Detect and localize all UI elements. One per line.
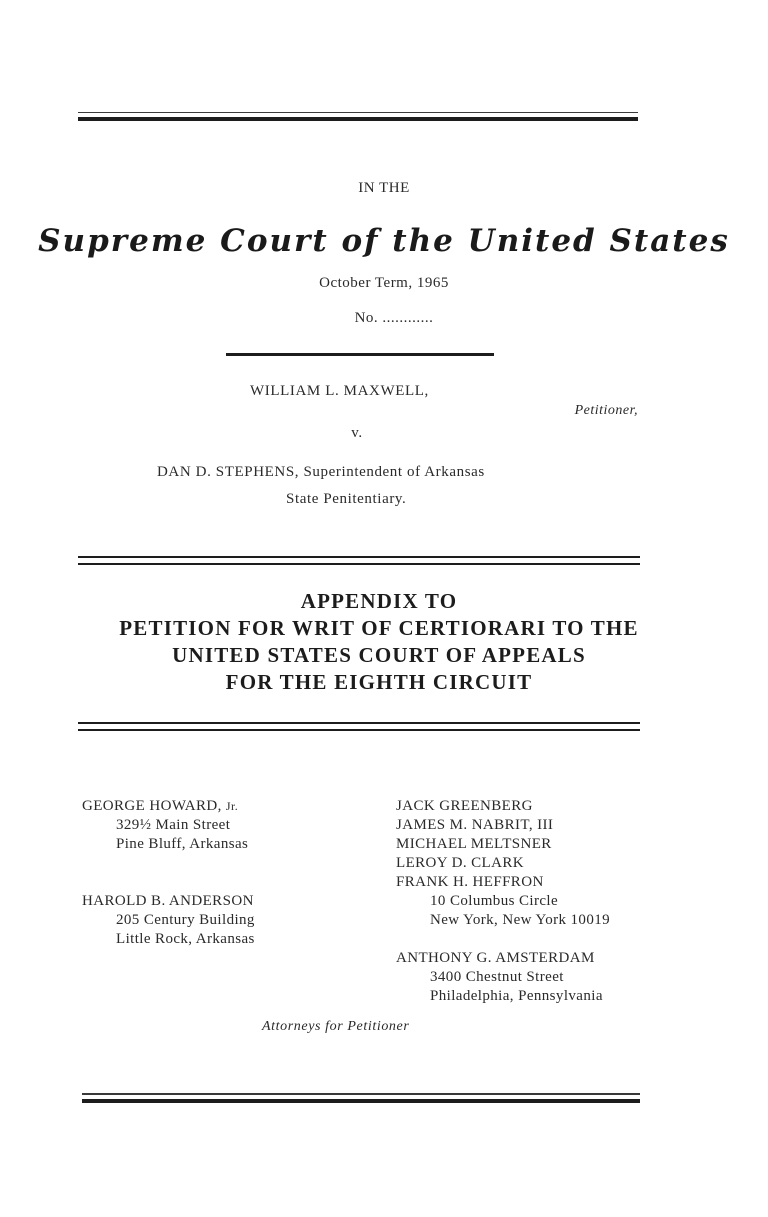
in-the-heading: IN THE: [358, 180, 410, 196]
counsel-name: LEROY D. CLARK: [396, 855, 524, 871]
counsel-address-line: 205 Century Building: [116, 912, 255, 928]
versus: v.: [351, 425, 363, 441]
appendix-rule-top-b: [78, 563, 640, 565]
petitioner-role: Petitioner,: [574, 403, 638, 418]
counsel-address-line: New York, New York 10019: [430, 912, 611, 928]
counsel-name: ANTHONY G. AMSTERDAM: [396, 950, 595, 966]
counsel-name: JACK GREENBERG: [396, 798, 533, 814]
counsel-left-1: [82, 797, 248, 854]
petitioner-name: WILLIAM L. MAXWELL,: [250, 383, 429, 399]
case-number: No. ............: [354, 310, 434, 326]
counsel-name: MICHAEL MELTSNER: [396, 836, 552, 852]
counsel-name: GEORGE HOWARD, Jr.: [82, 798, 239, 814]
court-title: Supreme Court of the United States: [38, 223, 730, 259]
bottom-rule-thick: [82, 1099, 640, 1103]
counsel-address-line: 329½ Main Street: [116, 817, 231, 833]
appendix-title-line-4: FOR THE EIGHTH CIRCUIT: [225, 670, 533, 694]
bottom-rule-thin: [82, 1093, 640, 1095]
counsel-left-2: [82, 892, 255, 949]
counsel-name: JAMES M. NABRIT, III: [396, 817, 554, 833]
top-rule-thin: [78, 112, 638, 113]
counsel-right-group: [396, 797, 610, 930]
counsel-right-amsterdam: [396, 949, 603, 1006]
counsel-address-line: 10 Columbus Circle: [430, 893, 559, 909]
caption-rule: [226, 353, 494, 356]
top-rule-thick: [78, 117, 638, 121]
counsel-address-line: 3400 Chestnut Street: [430, 969, 564, 985]
term-line: October Term, 1965: [319, 275, 449, 291]
appendix-title-line-2: PETITION FOR WRIT OF CERTIORARI TO THE: [119, 616, 639, 640]
appendix-rule-top-a: [78, 556, 640, 558]
counsel-address-line: Little Rock, Arkansas: [116, 931, 255, 947]
respondent-line-1: DAN D. STEPHENS, Superintendent of Arkansas: [157, 464, 485, 480]
counsel-address-line: Pine Bluff, Arkansas: [116, 836, 249, 852]
name-suffix: Jr.: [225, 799, 239, 813]
attorneys-for-petitioner: Attorneys for Petitioner: [262, 1019, 410, 1034]
appendix-title-line-3: UNITED STATES COURT OF APPEALS: [172, 643, 586, 667]
counsel-address-line: Philadelphia, Pennsylvania: [430, 988, 603, 1004]
appendix-rule-bottom-b: [78, 729, 640, 731]
counsel-name: FRANK H. HEFFRON: [396, 874, 544, 890]
counsel-name: HAROLD B. ANDERSON: [82, 893, 254, 909]
respondent-line-2: State Penitentiary.: [286, 491, 407, 507]
appendix-rule-bottom-a: [78, 722, 640, 724]
appendix-title-line-1: APPENDIX TO: [300, 589, 458, 613]
